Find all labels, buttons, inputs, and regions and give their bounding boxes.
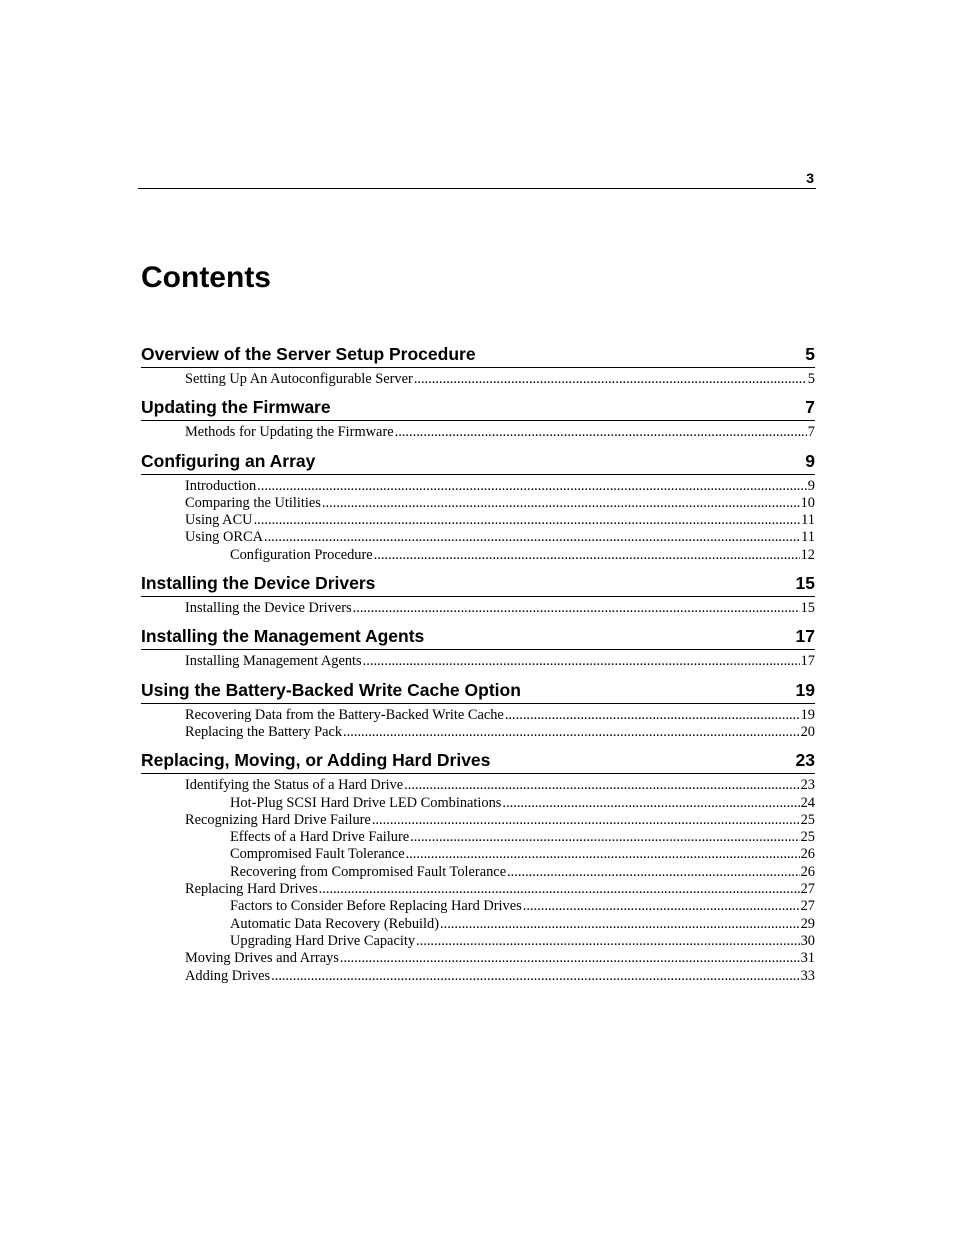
toc-entry[interactable]: [141, 707, 815, 724]
dot-leader: [319, 881, 800, 898]
toc-entry-label: Configuration Procedure: [230, 546, 373, 563]
dot-leader: [343, 724, 800, 741]
table-of-contents: [141, 343, 815, 993]
toc-entry-list: [141, 597, 815, 617]
toc-entry[interactable]: [141, 829, 815, 846]
toc-section-heading[interactable]: [141, 679, 815, 704]
toc-entry[interactable]: [141, 795, 815, 812]
dot-leader: [353, 600, 800, 617]
dot-leader: [406, 846, 800, 863]
toc-section-page: 19: [795, 679, 815, 700]
toc-entry-label: Identifying the Status of a Hard Drive: [185, 777, 404, 794]
toc-entry-page: 5: [807, 371, 815, 387]
toc-entry-page: 17: [800, 653, 815, 670]
toc-section-title: Configuring an Array: [141, 450, 316, 471]
dot-leader: [416, 933, 800, 950]
toc-entry-page: 19: [800, 706, 815, 723]
toc-entry-label: Methods for Updating the Firmware: [185, 424, 394, 441]
toc-entry-label: Installing Management Agents: [185, 653, 362, 670]
toc-section: [141, 749, 815, 985]
toc-entry-page: 11: [801, 512, 815, 529]
toc-entry[interactable]: [141, 724, 815, 741]
toc-section: [141, 396, 815, 441]
toc-entry[interactable]: [141, 478, 815, 495]
toc-section-title: Replacing, Moving, or Adding Hard Drives: [141, 750, 491, 771]
toc-entry[interactable]: [141, 898, 815, 915]
toc-entry-page: 25: [800, 829, 815, 846]
dot-leader: [264, 529, 800, 546]
toc-entry-page: 29: [800, 915, 815, 932]
toc-section-title: Using the Battery-Backed Write Cache Option: [141, 679, 521, 700]
toc-entry-label: Moving Drives and Arrays: [185, 950, 339, 967]
toc-entry-page: 12: [800, 546, 815, 563]
toc-section-heading[interactable]: [141, 450, 815, 475]
dot-leader: [340, 950, 800, 967]
toc-section: [141, 625, 815, 670]
toc-entry-label: Installing the Device Drivers: [185, 600, 352, 617]
toc-entry-label: Using ORCA: [185, 529, 263, 546]
toc-section-title: Installing the Device Drivers: [141, 573, 376, 594]
dot-leader: [502, 795, 799, 812]
toc-entry-page: 30: [800, 932, 815, 949]
toc-entry-page: 26: [800, 863, 815, 880]
toc-section-title: Installing the Management Agents: [141, 626, 425, 647]
toc-entry[interactable]: [141, 881, 815, 898]
dot-leader: [505, 707, 800, 724]
toc-entry-label: Automatic Data Recovery (Rebuild): [230, 915, 439, 932]
dot-leader: [257, 478, 807, 495]
toc-section: [141, 679, 815, 742]
toc-entry-list: [141, 774, 815, 985]
toc-entry-list: [141, 368, 815, 388]
dot-leader: [372, 812, 800, 829]
toc-entry[interactable]: [141, 968, 815, 985]
toc-entry[interactable]: [141, 529, 815, 546]
toc-entry-list: [141, 704, 815, 742]
toc-entry[interactable]: [141, 812, 815, 829]
page-title: Contents: [141, 261, 271, 294]
toc-section-heading[interactable]: [141, 396, 815, 421]
toc-entry-page: 11: [801, 529, 815, 546]
toc-entry-label: Adding Drives: [185, 967, 271, 984]
toc-entry-page: 25: [800, 811, 815, 828]
toc-entry-list: [141, 421, 815, 441]
toc-section-page: 15: [795, 573, 815, 594]
dot-leader: [404, 777, 799, 794]
dot-leader: [322, 495, 800, 512]
dot-leader: [254, 512, 801, 529]
dot-leader: [271, 968, 799, 985]
toc-entry-label: Recognizing Hard Drive Failure: [185, 811, 371, 828]
toc-entry-label: Replacing the Battery Pack: [185, 723, 343, 740]
toc-entry-label: Recovering Data from the Battery-Backed Write Cache: [185, 706, 504, 723]
toc-entry[interactable]: [141, 600, 815, 617]
toc-entry-label: Replacing Hard Drives: [185, 881, 318, 898]
dot-leader: [395, 424, 807, 441]
toc-entry-label: Factors to Consider Before Replacing Hard Drives: [230, 898, 522, 915]
toc-entry-page: 31: [800, 950, 815, 967]
toc-entry-page: 24: [800, 794, 815, 811]
toc-section-page: 7: [805, 397, 815, 418]
toc-section-heading[interactable]: [141, 572, 815, 597]
toc-section-title: Overview of the Server Setup Procedure: [141, 344, 476, 364]
toc-entry-page: 27: [800, 898, 815, 915]
dot-leader: [374, 547, 800, 564]
toc-section-page: 17: [795, 626, 815, 647]
toc-entry[interactable]: [141, 846, 815, 863]
toc-entry-label: Using ACU: [185, 512, 253, 529]
toc-entry[interactable]: [141, 547, 815, 564]
toc-section-page: 9: [805, 450, 815, 471]
toc-entry-page: 9: [807, 477, 815, 494]
toc-entry-page: 15: [800, 600, 815, 617]
toc-section: [141, 572, 815, 617]
dot-leader: [363, 653, 800, 670]
toc-entry-page: 7: [807, 424, 815, 441]
toc-entry-page: 26: [800, 846, 815, 863]
toc-entry-list: [141, 650, 815, 670]
dot-leader: [410, 829, 799, 846]
toc-section-title: Updating the Firmware: [141, 397, 331, 418]
toc-entry-label: Upgrading Hard Drive Capacity: [230, 932, 416, 949]
toc-entry[interactable]: [141, 424, 815, 441]
toc-entry-label: Setting Up An Autoconfigurable Server: [185, 371, 413, 387]
toc-section-heading[interactable]: [141, 625, 815, 650]
toc-entry-label: Introduction: [185, 477, 257, 494]
toc-section-page: 23: [795, 750, 815, 771]
dot-leader: [523, 898, 800, 915]
toc-entry-page: 27: [800, 881, 815, 898]
toc-entry[interactable]: [141, 653, 815, 670]
dot-leader: [414, 371, 807, 388]
toc-entry-page: 33: [800, 967, 815, 984]
toc-entry[interactable]: [141, 512, 815, 529]
page-number: 3: [806, 170, 814, 186]
toc-entry[interactable]: [141, 777, 815, 794]
toc-entry-list: [141, 475, 815, 564]
toc-entry[interactable]: [141, 933, 815, 950]
toc-section: [141, 343, 815, 388]
toc-entry-page: 23: [800, 777, 815, 794]
toc-entry-label: Compromised Fault Tolerance: [230, 846, 405, 863]
toc-section-heading[interactable]: [141, 749, 815, 774]
toc-entry-label: Comparing the Utilities: [185, 494, 321, 511]
header-rule: [138, 188, 816, 189]
toc-entry-label: Recovering from Compromised Fault Tolerance: [230, 863, 507, 880]
toc-entry-page: 20: [800, 723, 815, 740]
dot-leader: [507, 864, 800, 881]
toc-entry[interactable]: [141, 495, 815, 512]
dot-leader: [440, 916, 800, 933]
toc-entry-label: Effects of a Hard Drive Failure: [230, 829, 410, 846]
toc-entry-page: 10: [800, 494, 815, 511]
toc-entry[interactable]: [141, 864, 815, 881]
toc-entry-label: Hot-Plug SCSI Hard Drive LED Combinations: [230, 794, 502, 811]
toc-entry[interactable]: [141, 950, 815, 967]
toc-section-heading[interactable]: [141, 343, 815, 368]
toc-section: [141, 450, 815, 564]
toc-entry[interactable]: [141, 916, 815, 933]
toc-entry[interactable]: [141, 371, 815, 388]
toc-section-page: 5: [805, 344, 815, 364]
